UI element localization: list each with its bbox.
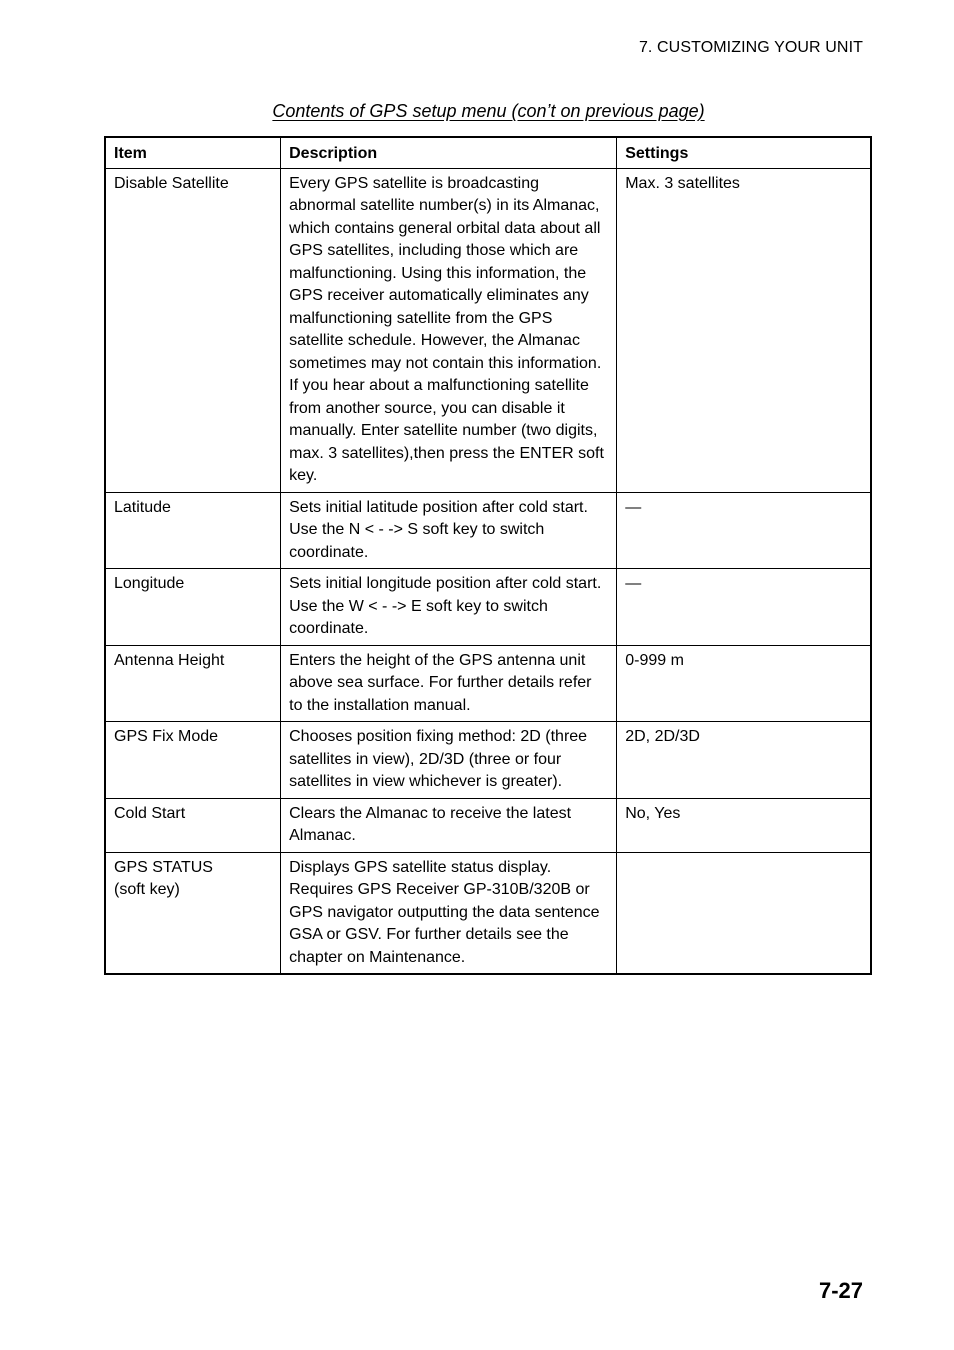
column-header-description: Description bbox=[281, 137, 617, 168]
item-cell: GPS Fix Mode bbox=[105, 722, 281, 799]
table-caption: Contents of GPS setup menu (con’t on previous page) bbox=[272, 101, 705, 121]
description-cell: Every GPS satellite is broadcasting abnormal satellite number(s) in its Almanac, which contains general orbital data about all GPS satellites, including those which are malfunctioning. Using this information, the GPS receiver automatically eliminates any malfunctioning satellite from the GPS satellite schedule. However, the Almanac sometimes may not contain this information. If you hear about a malfunctioning satellite from another source, you can disable it manually. Enter satellite number (two digits, max. 3 satellites),then press the ENTER soft key. bbox=[281, 168, 617, 492]
table-row bbox=[105, 852, 871, 974]
table-row bbox=[105, 569, 871, 646]
settings-cell: 0-999 m bbox=[617, 645, 871, 722]
settings-cell bbox=[617, 852, 871, 974]
description-cell: Enters the height of the GPS antenna unit above sea surface. For further details refer to the installation manual. bbox=[281, 645, 617, 722]
description-cell: Clears the Almanac to receive the latest Almanac. bbox=[281, 798, 617, 852]
item-cell: Longitude bbox=[105, 569, 281, 646]
page-number: 7-27 bbox=[818, 1278, 863, 1303]
item-cell: GPS STATUS (soft key) bbox=[105, 852, 281, 974]
settings-cell: Max. 3 satellites bbox=[617, 168, 871, 492]
gps-setup-menu-table bbox=[104, 136, 872, 975]
description-cell: Sets initial latitude position after cold start. Use the N < - -> S soft key to switch coordinate. bbox=[281, 492, 617, 569]
table-row bbox=[105, 492, 871, 569]
settings-cell: — bbox=[617, 569, 871, 646]
settings-cell: — bbox=[617, 492, 871, 569]
table-header-row bbox=[105, 137, 871, 168]
column-header-item: Item bbox=[105, 137, 281, 168]
table-row bbox=[105, 168, 871, 492]
item-cell: Disable Satellite bbox=[105, 168, 281, 492]
description-cell: Displays GPS satellite status display. Requires GPS Receiver GP-310B/320B or GPS navigator outputting the data sentence GSA or GSV. For further details see the chapter on Maintenance. bbox=[281, 852, 617, 974]
item-cell: Cold Start bbox=[105, 798, 281, 852]
table-row bbox=[105, 722, 871, 799]
item-cell: Antenna Height bbox=[105, 645, 281, 722]
description-cell: Chooses position fixing method: 2D (three satellites in view), 2D/3D (three or four satellites in view whichever is greater). bbox=[281, 722, 617, 799]
table-row bbox=[105, 798, 871, 852]
settings-cell: No, Yes bbox=[617, 798, 871, 852]
settings-cell: 2D, 2D/3D bbox=[617, 722, 871, 799]
table-row bbox=[105, 645, 871, 722]
running-header: 7. CUSTOMIZING YOUR UNIT bbox=[638, 39, 863, 56]
column-header-settings: Settings bbox=[617, 137, 871, 168]
item-cell: Latitude bbox=[105, 492, 281, 569]
description-cell: Sets initial longitude position after cold start. Use the W < - -> E soft key to switch coordinate. bbox=[281, 569, 617, 646]
